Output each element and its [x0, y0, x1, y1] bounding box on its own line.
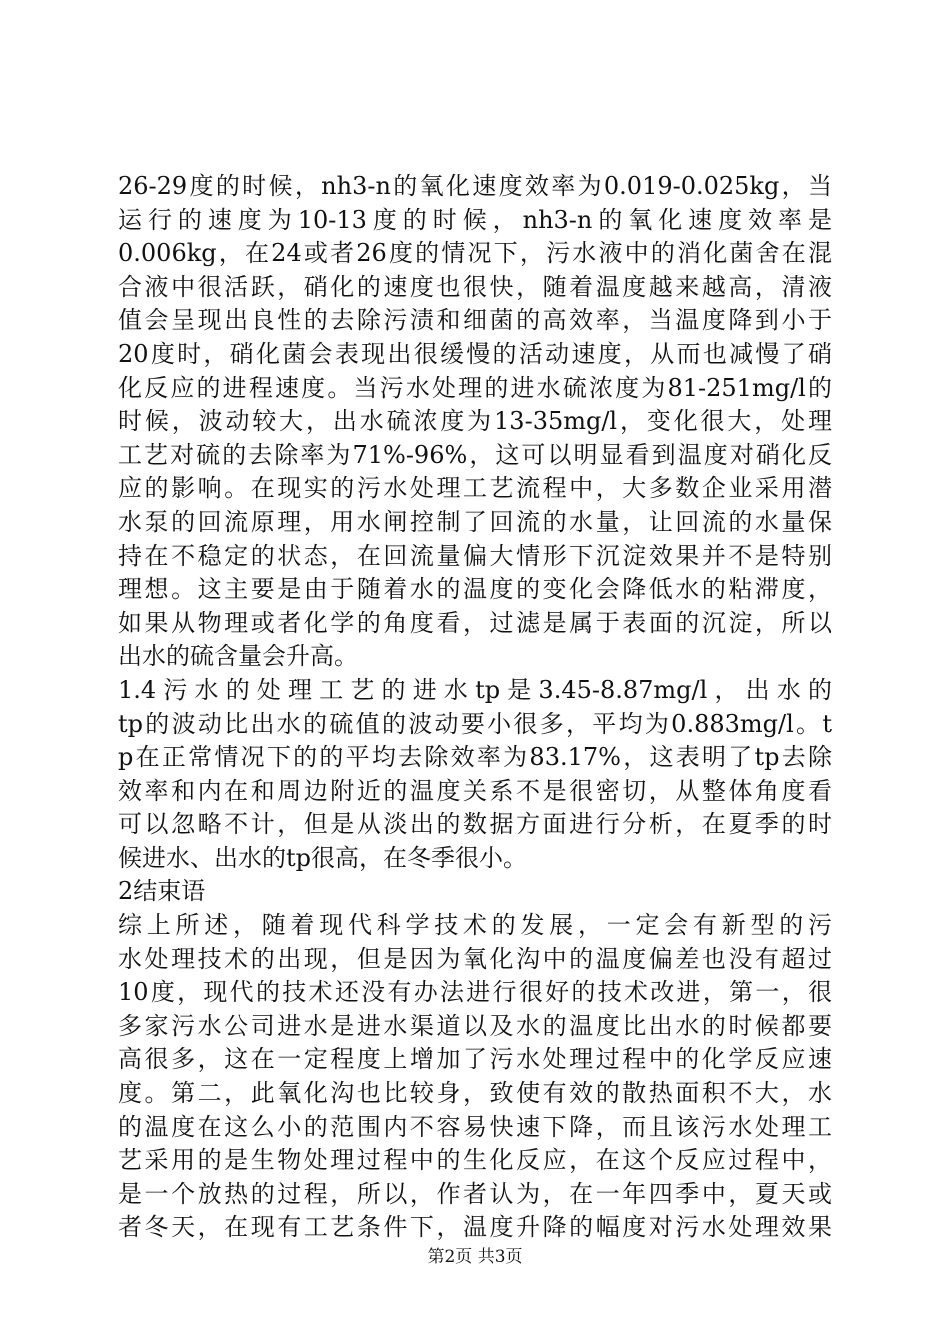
text-line: 艺采用的是生物处理过程中的生化反应，在这个反应过程中，	[118, 1146, 832, 1175]
text-line: 可以忽略不计，但是从淡出的数据方面进行分析，在夏季的时	[118, 810, 832, 839]
text-line: 候进水、出水的tp很高，在冬季很小。	[118, 843, 528, 872]
text-line: 水泵的回流原理，用水闸控制了回流的水量，让回流的水量保	[118, 507, 832, 536]
text-line: 的温度在这么小的范围内不容易快速下降，而且该污水处理工	[118, 1112, 832, 1141]
text-line: tp的波动比出水的硫值的波动要小很多，平均为0.883mg/l。t	[118, 709, 832, 738]
text-line: 综上所述，随着现代科学技术的发展，一定会有新型的污	[118, 911, 832, 940]
text-line: 效率和内在和周边附近的温度关系不是很密切，从整体角度看	[118, 776, 832, 805]
text-line: 出水的硫含量会升高。	[118, 642, 358, 671]
text-line: 10度，现代的技术还没有办法进行很好的技术改进，第一，很	[118, 978, 832, 1007]
text-line: 持在不稳定的状态，在回流量偏大情形下沉淀效果并不是特别	[118, 541, 832, 570]
text-line: 高很多，这在一定程度上增加了污水处理过程中的化学反应速	[118, 1045, 832, 1074]
text-line: 20度时，硝化菌会表现出很缓慢的活动速度，从而也减慢了硝	[118, 339, 832, 368]
text-line: 工艺对硫的去除率为71%-96%，这可以明显看到温度对硝化反	[118, 440, 832, 469]
text-line: 是一个放热的过程，所以，作者认为，在一年四季中，夏天或	[118, 1179, 832, 1208]
text-line: 化反应的进程速度。当污水处理的进水硫浓度为81-251mg/l的	[118, 373, 832, 402]
document-body	[118, 170, 832, 1245]
text-line: 0.006kg，在24或者26度的情况下，污水液中的消化菌舍在混	[118, 239, 832, 268]
text-line: p在正常情况下的的平均去除效率为83.17%，这表明了tp去除	[118, 743, 832, 772]
text-line: 合液中很活跃，硝化的速度也很快，随着温度越来越高，清液	[118, 272, 832, 301]
text-line: 运行的速度为10-13度的时候，nh3-n的氧化速度效率是	[118, 205, 832, 234]
text-line: 26-29度的时候，nh3-n的氧化速度效率为0.019-0.025kg，当	[118, 172, 832, 200]
text-line: 多家污水公司进水是进水渠道以及水的温度比出水的时候都要	[118, 1011, 832, 1040]
text-line: 如果从物理或者化学的角度看，过滤是属于表面的沉淀，所以	[118, 608, 832, 637]
text-line: 1.4污水的处理工艺的进水tp是3.45-8.87mg/l，出水的	[118, 675, 832, 704]
text-line: 度。第二，此氧化沟也比较身，致使有效的散热面积不大，水	[118, 1079, 832, 1108]
text-line: 时候，波动较大，出水硫浓度为13-35mg/l，变化很大，处理	[118, 407, 832, 436]
text-line: 值会呈现出良性的去除污渍和细菌的高效率，当温度降到小于	[118, 306, 832, 335]
text-line: 2结束语	[118, 877, 206, 906]
text-line: 理想。这主要是由于随着水的温度的变化会降低水的粘滞度，	[118, 575, 832, 604]
text-line: 应的影响。在现实的污水处理工艺流程中，大多数企业采用潜	[118, 474, 832, 503]
page-footer: 第2页 共3页	[427, 1247, 523, 1267]
text-line: 水处理技术的出现，但是因为氧化沟中的温度偏差也没有超过	[118, 944, 832, 973]
text-line: 者冬天，在现有工艺条件下，温度升降的幅度对污水处理效果	[118, 1213, 832, 1242]
